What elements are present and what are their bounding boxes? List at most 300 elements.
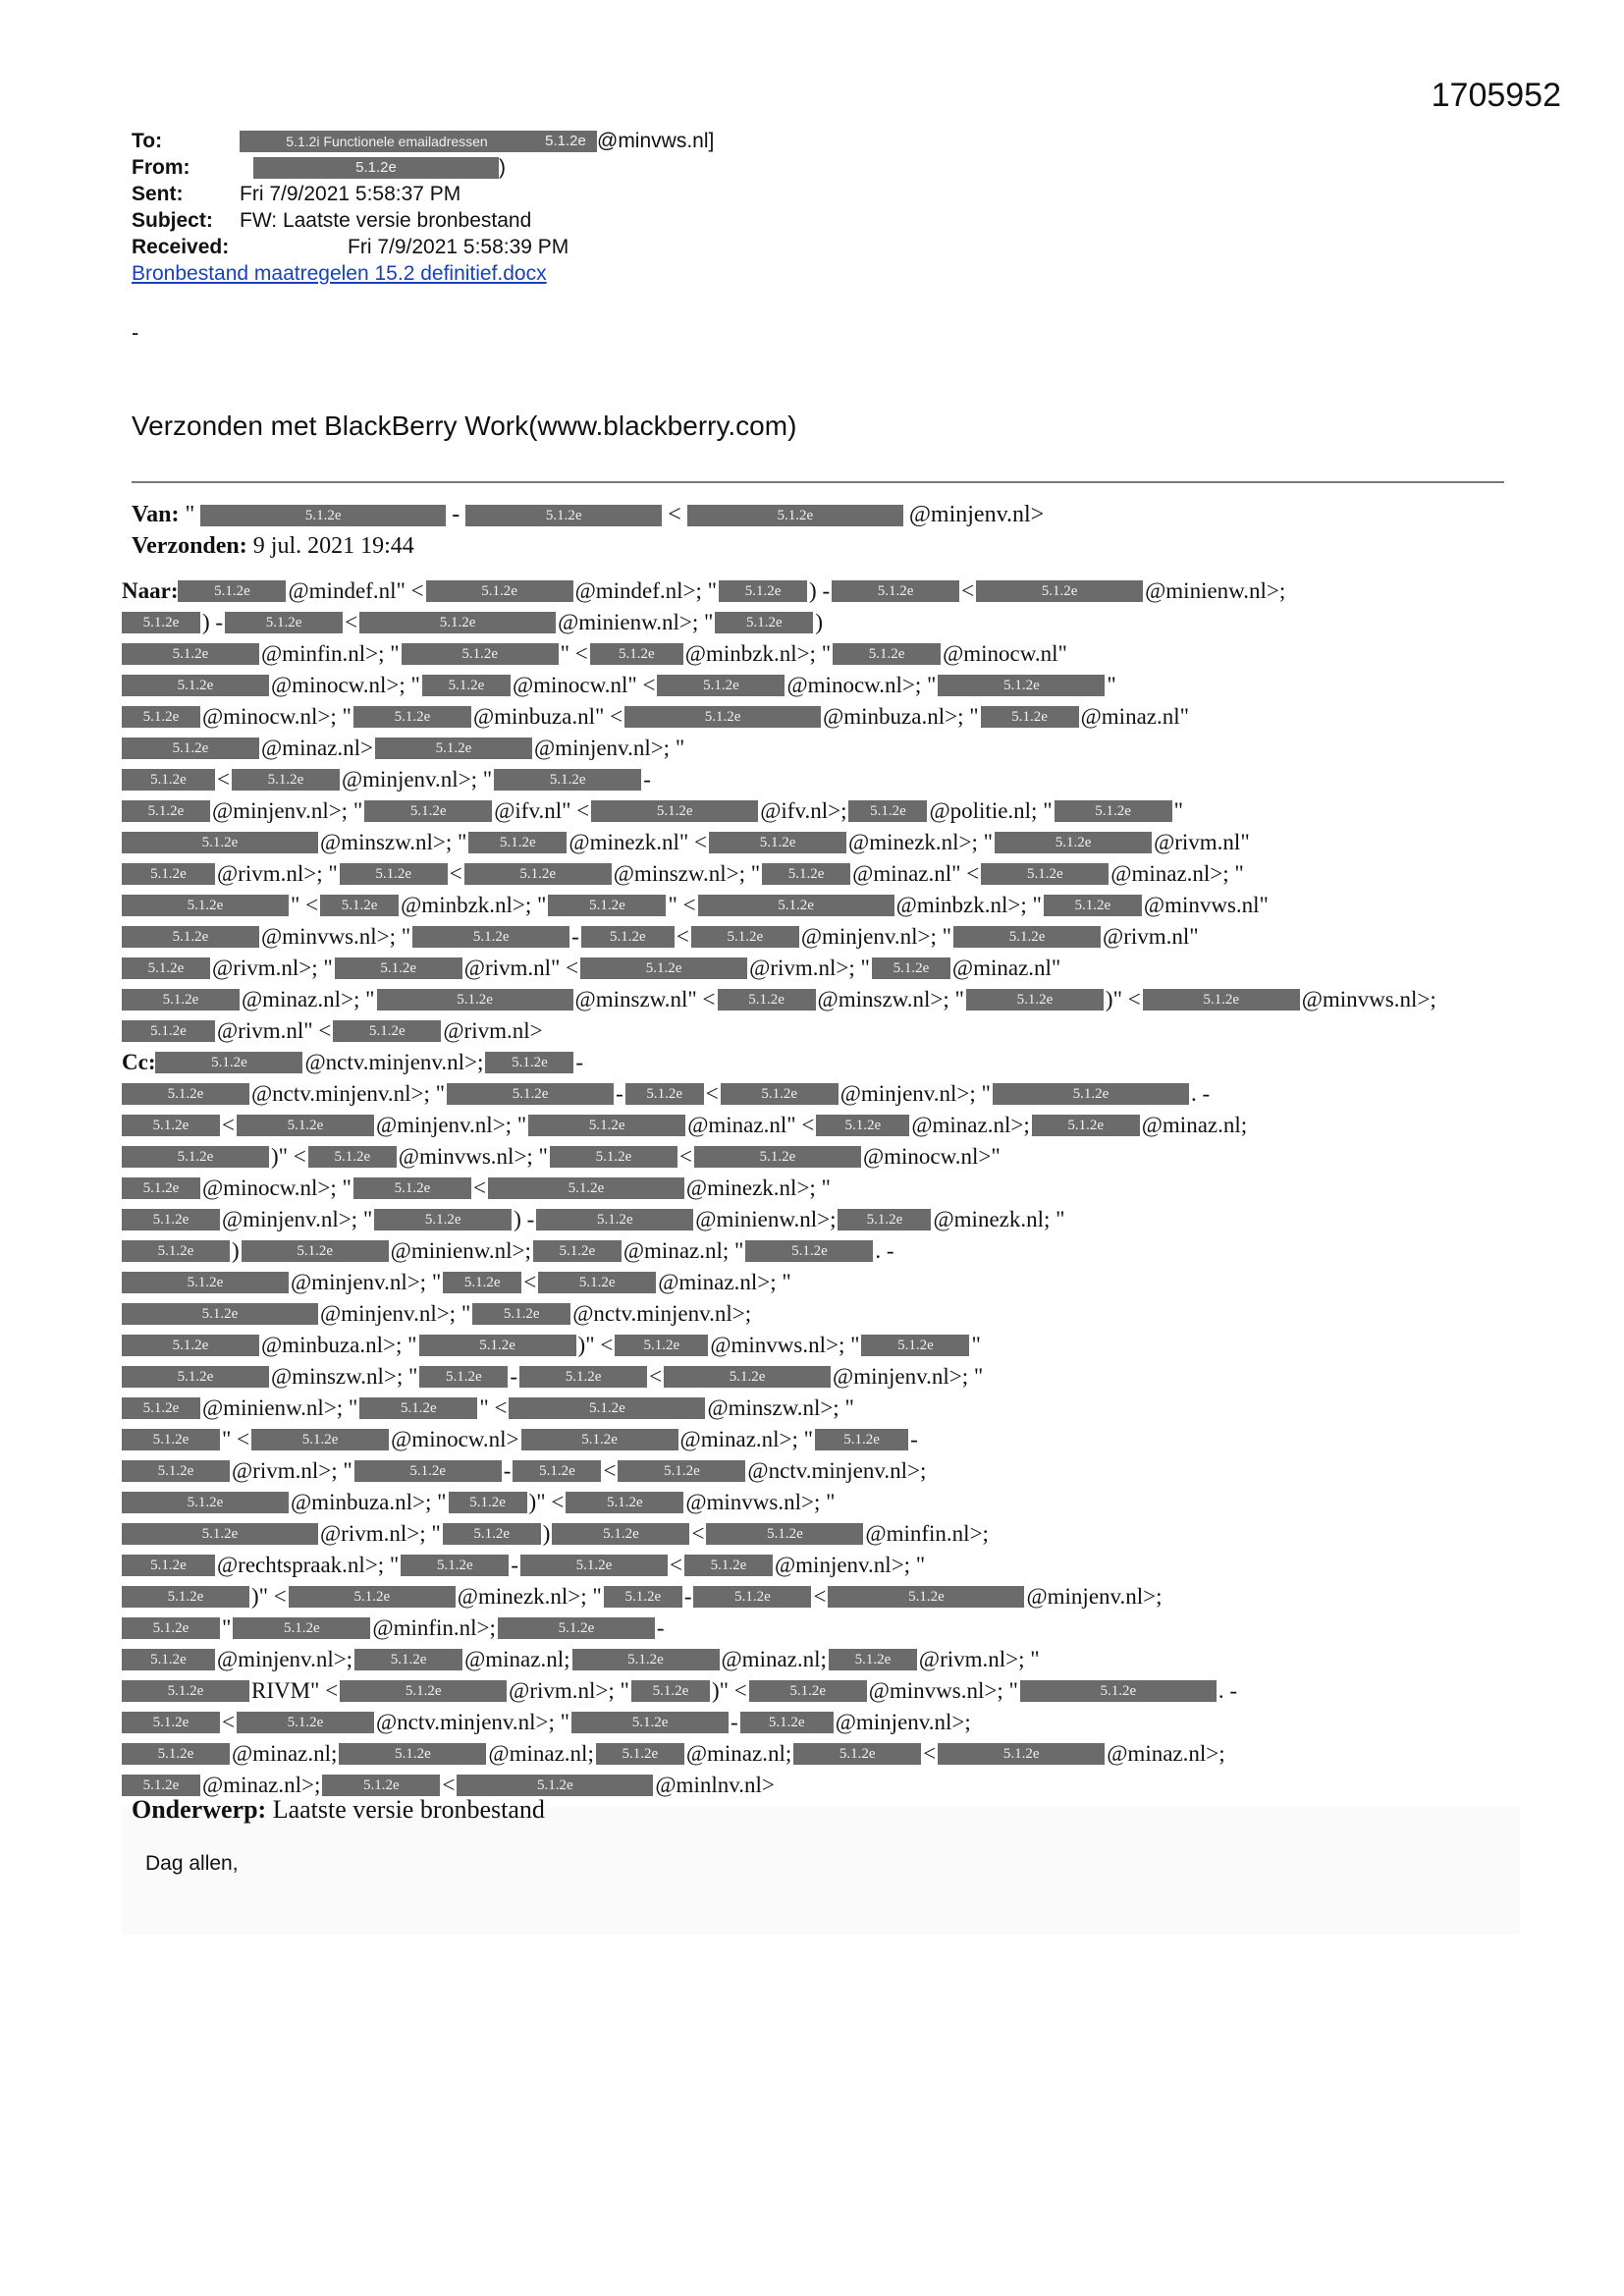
address-fragment: )" <: [271, 1144, 306, 1169]
document-number: 1705952: [1431, 77, 1561, 114]
address-fragment: <: [923, 1741, 937, 1766]
address-fragment: @minocw.nl>; ": [202, 704, 352, 729]
naar-line: [122, 607, 1526, 638]
cc-line: [122, 1424, 1526, 1455]
cc-line: [122, 1644, 1526, 1675]
redaction-box: 5.1.2e: [335, 957, 462, 979]
address-fragment: @minaz.nl;: [232, 1741, 338, 1766]
redaction-box: 5.1.2e: [1044, 895, 1142, 916]
email-header: [132, 128, 714, 287]
lt: <: [668, 502, 681, 527]
address-fragment: <: [523, 1270, 537, 1294]
redaction-box: 5.1.2e: [122, 769, 215, 791]
cc-line: [122, 1581, 1526, 1613]
verzonden-line: [132, 530, 1526, 562]
address-fragment: <: [649, 1364, 663, 1389]
redaction-box: 5.1.2e: [580, 957, 747, 979]
redaction-box: 5.1.2e: [548, 895, 666, 916]
redaction-box: 5.1.2e: [468, 832, 567, 853]
cc-line: [122, 1487, 1526, 1518]
redaction-box: 5.1.2e: [122, 1555, 215, 1576]
cc-line: [122, 1235, 1526, 1267]
address-fragment: " <: [222, 1427, 250, 1451]
address-fragment: <: [449, 861, 462, 886]
redaction-box: 5.1.2e: [721, 1083, 839, 1105]
address-fragment: @minienw.nl>;: [695, 1207, 837, 1231]
address-fragment: ": [971, 1333, 981, 1357]
redaction-box: 5.1.2e: [631, 1680, 710, 1702]
redaction-box: 5.1.2e: [664, 1366, 831, 1388]
redaction-box: 5.1.2e: [122, 1492, 289, 1513]
address-fragment: ) -: [514, 1207, 535, 1231]
address-fragment: " <: [479, 1395, 508, 1420]
sent-row: [132, 181, 714, 207]
address-fragment: " <: [291, 893, 319, 917]
address-fragment: <: [217, 767, 230, 792]
redaction-box: 5.1.2e: [447, 1083, 614, 1105]
redaction-box: 5.1.2e: [122, 1743, 230, 1765]
redaction-box: 5.1.2e: [364, 800, 492, 822]
redaction-box: 5.1.2e: [122, 1712, 220, 1733]
redaction-box: 5.1.2e: [691, 926, 799, 948]
redaction-box: 5.1.2e: [684, 1555, 773, 1576]
address-fragment: @minfin.nl>;: [372, 1615, 496, 1640]
redaction-box: 5.1.2e: [375, 738, 532, 759]
cc-line: [122, 1204, 1526, 1235]
address-fragment: @rivm.nl>; ": [918, 1647, 1040, 1671]
address-fragment: @minaz.nl>;: [911, 1113, 1030, 1137]
verzonden-value: 9 jul. 2021 19:44: [252, 533, 414, 559]
redaction-box: 5.1.2e: [793, 1743, 921, 1765]
address-fragment: <: [670, 1553, 682, 1577]
redaction-box: 5.1.2e: [333, 1020, 441, 1042]
redaction-box: 5.1.2e: [1020, 1680, 1217, 1702]
redaction-box: 5.1.2e: [534, 131, 597, 152]
address-fragment: @minocw.nl" <: [512, 673, 656, 697]
redaction-box: 5.1.2e: [122, 989, 240, 1011]
redaction-box: 5.1.2e: [596, 1743, 684, 1765]
redaction-box: 5.1.2e: [1032, 1115, 1140, 1136]
address-fragment: -: [656, 1615, 665, 1640]
address-fragment: @minaz.nl>: [261, 736, 373, 760]
redaction-box: 5.1.2e: [938, 675, 1105, 696]
address-fragment: ): [232, 1238, 240, 1263]
redaction-box: 5.1.2e: [122, 1115, 220, 1136]
redaction-box: 5.1.2e: [122, 675, 269, 696]
attachment-row: [132, 260, 714, 287]
redaction-box: 5.1.2e: [322, 1775, 440, 1796]
recipients-block: [122, 575, 1526, 1801]
redaction-box: 5.1.2e: [340, 863, 448, 885]
onderwerp-line: [132, 1795, 545, 1825]
sent-label: Sent:: [132, 183, 184, 205]
address-fragment: ) -: [202, 610, 224, 634]
redaction-box: 5.1.2e: [122, 863, 215, 885]
address-fragment: )" <: [528, 1490, 565, 1514]
address-fragment: @minvws.nl>; ": [868, 1678, 1018, 1703]
subject-row: [132, 207, 714, 234]
redaction-box: 5.1.2e: [552, 1523, 689, 1545]
address-fragment: @minszw.nl>; ": [613, 861, 761, 886]
redaction-box: 5.1.2e: [591, 800, 758, 822]
redaction-box: 5.1.2e: [861, 1335, 969, 1356]
cc-line: [122, 1141, 1526, 1173]
address-fragment: @minjenv.nl>;: [835, 1710, 971, 1734]
address-fragment: @rivm.nl>; ": [217, 861, 338, 886]
redaction-box: 5.1.2e: [122, 1649, 215, 1670]
redaction-box: 5.1.2e: [521, 1429, 678, 1450]
address-fragment: @rivm.nl" <: [463, 956, 579, 980]
address-fragment: -: [511, 1553, 518, 1577]
redaction-box: 5.1.2e: [122, 1460, 230, 1482]
van-domain: @minjenv.nl>: [908, 502, 1045, 527]
attachment-link[interactable]: Bronbestand maatregelen 15.2 definitief.docx: [132, 262, 547, 285]
redaction-box: 5.1.2e: [571, 1712, 729, 1733]
redaction-box: 5.1.2e: [122, 1335, 259, 1356]
redaction-box: 5.1.2e: [657, 675, 785, 696]
redaction-box: 5.1.2e: [538, 1272, 656, 1293]
address-fragment: @minocw.nl": [943, 641, 1067, 666]
redaction-box: 5.1.2e: [572, 1649, 720, 1670]
redaction-box: 5.1.2e: [509, 1397, 705, 1419]
redaction-box: 5.1.2e: [122, 1586, 249, 1608]
address-fragment: @minaz.nl" <: [852, 861, 980, 886]
address-fragment: @minszw.nl>; ": [817, 987, 964, 1011]
onderwerp-value: Laatste versie bronbestand: [272, 1795, 545, 1824]
address-fragment: . -: [875, 1238, 894, 1263]
redaction-box: 5.1.2e: [966, 989, 1104, 1011]
naar-line: [122, 953, 1526, 984]
address-fragment: @minszw.nl>; ": [320, 830, 467, 854]
address-fragment: @minjenv.nl>; ": [774, 1553, 926, 1577]
naar-line: [122, 795, 1526, 827]
redaction-box: 5.1.2e: [533, 1240, 622, 1262]
redaction-box: 5.1.2e: [536, 1209, 693, 1230]
address-fragment: -: [571, 924, 579, 949]
address-fragment: @minfin.nl>;: [865, 1521, 989, 1546]
address-fragment: @minjenv.nl>; ": [341, 767, 493, 792]
redaction-box: 5.1.2e: [419, 1366, 508, 1388]
address-fragment: ": [1173, 798, 1183, 823]
redaction-box: 5.1.2e: [829, 1649, 917, 1670]
to-label: To:: [132, 130, 163, 152]
address-fragment: @mindef.nl>; ": [574, 578, 718, 603]
address-fragment: @minjenv.nl>; ": [291, 1270, 442, 1294]
redaction-box: 5.1.2e: [472, 1303, 570, 1325]
shade: [122, 1807, 1520, 1935]
address-fragment: @minvws.nl>; ": [261, 924, 411, 949]
redaction-box: 5.1.2e: [354, 1460, 502, 1482]
redaction-box: 5.1.2e: [122, 1397, 200, 1419]
address-fragment: <: [603, 1458, 617, 1483]
address-fragment: @nctv.minjenv.nl>;: [747, 1458, 927, 1483]
naar-line: [122, 733, 1526, 764]
cc-line: [122, 1078, 1526, 1110]
redaction-box: 5.1.2e: [566, 1492, 683, 1513]
received-label: Received:: [132, 236, 230, 258]
cc-line: [122, 1550, 1526, 1581]
naar-line: [122, 670, 1526, 701]
redaction-box: 5.1.2e: [981, 706, 1079, 728]
address-fragment: @minvws.nl": [1143, 893, 1269, 917]
redaction-box: 5.1.2e: [745, 1240, 873, 1262]
address-fragment: )" <: [1105, 987, 1141, 1011]
redaction-box: 5.1.2e: [122, 1617, 220, 1639]
redaction-box: 5.1.2e: [832, 580, 959, 602]
address-fragment: )" <: [711, 1678, 747, 1703]
redaction-box: 5.1.2e: [412, 926, 569, 948]
forward-header: [132, 499, 1526, 562]
cc-line: [122, 1110, 1526, 1141]
sent-value: Fri 7/9/2021 5:58:37 PM: [240, 183, 461, 205]
address-fragment: @minbuza.nl>; ": [261, 1333, 417, 1357]
address-fragment: @rivm.nl>; ": [509, 1678, 629, 1703]
redaction-box: 5.1.2e: [232, 769, 340, 791]
subject-label: Subject:: [132, 209, 213, 232]
address-fragment: @rivm.nl" <: [217, 1018, 332, 1043]
cc-line: [122, 1738, 1526, 1770]
redaction-box: 5.1.2e: [122, 738, 259, 759]
cc-line: [122, 1047, 1526, 1078]
naar-line: [122, 858, 1526, 890]
address-fragment: )" <: [251, 1584, 287, 1609]
address-fragment: @rivm.nl>; ": [320, 1521, 441, 1546]
address-fragment: @minocw.nl>: [391, 1427, 519, 1451]
address-fragment: @minocw.nl>; ": [271, 673, 420, 697]
redaction-box: 5.1.2e: [449, 1492, 527, 1513]
verzonden-label: Verzonden:: [132, 533, 247, 559]
redaction-box: 5.1.2e: [581, 926, 675, 948]
address-fragment: @rivm.nl": [1154, 830, 1250, 854]
address-fragment: @minaz.nl>; ": [1110, 861, 1244, 886]
redaction-box: 5.1.2e: [443, 1272, 521, 1293]
address-fragment: @nctv.minjenv.nl>; ": [251, 1081, 446, 1106]
naar-line: [122, 701, 1526, 733]
address-fragment: @nctv.minjenv.nl>;: [572, 1301, 752, 1326]
naar-label: Naar:: [122, 578, 179, 603]
address-fragment: @minjenv.nl>;: [217, 1647, 353, 1671]
redaction-box: 5.1.2e: [465, 505, 662, 526]
redaction-box: 5.1.2e: [122, 1146, 269, 1168]
address-fragment: @minocw.nl>": [862, 1144, 1001, 1169]
to-domain: @minvws.nl]: [597, 130, 715, 152]
to-row: [132, 128, 714, 154]
address-fragment: @minaz.nl": [1080, 704, 1190, 729]
redaction-box: 5.1.2e: [237, 1712, 374, 1733]
cc-line: [122, 1518, 1526, 1550]
cc-line: [122, 1613, 1526, 1644]
redaction-box: 5.1.2e: [976, 580, 1143, 602]
address-fragment: @nctv.minjenv.nl>; ": [375, 1710, 570, 1734]
address-fragment: @minvws.nl>; ": [685, 1490, 836, 1514]
address-fragment: @minvws.nl>; ": [710, 1333, 860, 1357]
redaction-box: 5.1.2e: [289, 1586, 456, 1608]
address-fragment: @minbuza.nl>; ": [291, 1490, 447, 1514]
redaction-box: 5.1.2e: [995, 832, 1152, 853]
redaction-box: 5.1.2e: [719, 580, 807, 602]
redaction-box: 5.1.2e: [749, 1680, 867, 1702]
address-fragment: <: [678, 1144, 692, 1169]
from-label: From:: [132, 156, 190, 179]
address-fragment: @minlnv.nl>: [655, 1773, 775, 1797]
redaction-box: 5.1.2e: [377, 989, 573, 1011]
address-fragment: -: [510, 1364, 518, 1389]
address-fragment: @minezk.nl>; ": [848, 830, 994, 854]
address-fragment: <: [472, 1175, 486, 1200]
redaction-box: 5.1.2e: [200, 505, 446, 526]
address-fragment: @minbzk.nl>; ": [895, 893, 1042, 917]
from-suffix: ): [499, 156, 506, 179]
redaction-box: 5.1.2e: [354, 1649, 462, 1670]
redaction-box: 5.1.2e: [340, 1680, 507, 1702]
subject-value: FW: Laatste versie bronbestand: [240, 209, 532, 232]
van-line: [132, 499, 1526, 530]
address-fragment: @ifv.nl" <: [494, 798, 590, 823]
greeting: Dag allen,: [145, 1852, 239, 1875]
address-fragment: @minbzk.nl>; ": [401, 893, 547, 917]
redaction-box: 5.1.2e: [122, 1366, 269, 1388]
redaction-box: 5.1.2e: [122, 1775, 200, 1796]
address-fragment: @rivm.nl>; ": [749, 956, 870, 980]
van-label: Van:: [132, 502, 180, 527]
address-fragment: @minaz.nl;: [488, 1741, 594, 1766]
address-fragment: @minienw.nl>; ": [558, 610, 714, 634]
redaction-box: 5.1.2e: [374, 1209, 512, 1230]
redaction-box: 5.1.2e: [624, 706, 821, 728]
redaction-box: 5.1.2e: [242, 1240, 389, 1262]
redaction-box: 5.1.2e: [1143, 989, 1300, 1011]
address-fragment: @minvws.nl>; ": [398, 1144, 548, 1169]
naar-line: [122, 764, 1526, 795]
address-fragment: @minjenv.nl>; ": [375, 1113, 527, 1137]
redaction-box: 5.1.2e: [122, 1680, 249, 1702]
address-fragment: -: [683, 1584, 692, 1609]
separator-dash: -: [132, 320, 139, 345]
cc-line: [122, 1675, 1526, 1707]
redaction-box: 5.1.2e: [590, 643, 683, 665]
address-fragment: @rivm.nl>; ": [212, 956, 333, 980]
address-fragment: @rivm.nl>; ": [232, 1458, 352, 1483]
address-fragment: @minjenv.nl>;: [1026, 1584, 1163, 1609]
address-fragment: @minienw.nl>;: [390, 1238, 531, 1263]
redaction-box: 5.1.2e: [122, 612, 200, 633]
received-value: Fri 7/9/2021 5:58:39 PM: [348, 236, 569, 258]
address-fragment: -: [616, 1081, 623, 1106]
redaction-box: 5.1.2e: [155, 1052, 302, 1073]
redaction-box: 5.1.2e: [625, 1083, 704, 1105]
address-fragment: ) -: [809, 578, 831, 603]
address-fragment: <: [442, 1773, 456, 1797]
redaction-box: 5.1.2e: [422, 675, 511, 696]
cc-line: [122, 1173, 1526, 1204]
redaction-box: 5.1.2e: [122, 832, 318, 853]
address-fragment: @minbzk.nl>; ": [684, 641, 832, 666]
redaction-box: 5.1.2e: [693, 1586, 811, 1608]
redaction-box: 5.1.2e: [694, 1146, 861, 1168]
cc-line: [122, 1267, 1526, 1298]
redaction-box: 5.1.2e: [715, 612, 813, 633]
address-fragment: <: [961, 578, 975, 603]
redaction-box: 5.1.2e: [464, 863, 612, 885]
redaction-box: 5.1.2e: [233, 1617, 370, 1639]
cc-line: [122, 1455, 1526, 1487]
redaction-box: 5.1.2e: [833, 643, 941, 665]
address-fragment: -: [643, 767, 651, 792]
address-fragment: @rechtspraak.nl>; ": [217, 1553, 400, 1577]
redaction-box: 5.1.2e: [308, 1146, 397, 1168]
redaction-box: 5.1.2e: [513, 1460, 601, 1482]
redaction-box: 5.1.2i Functionele emailadressen: [240, 131, 534, 152]
redaction-box: 5.1.2e: [698, 895, 894, 916]
redaction-box: 5.1.2e: [122, 1303, 318, 1325]
address-fragment: @minaz.nl>; ": [242, 987, 375, 1011]
onderwerp-label: Onderwerp:: [132, 1795, 267, 1824]
address-fragment: @politie.nl; ": [929, 798, 1053, 823]
redaction-box: 5.1.2e: [618, 1460, 745, 1482]
redaction-box: 5.1.2e: [359, 1397, 477, 1419]
address-fragment: <: [222, 1113, 235, 1137]
address-fragment: @minjenv.nl>; ": [212, 798, 363, 823]
address-fragment: @nctv.minjenv.nl>;: [304, 1050, 484, 1074]
redaction-box: 5.1.2e: [122, 1209, 220, 1230]
naar-line: [122, 575, 1526, 607]
redaction-box: 5.1.2e: [519, 1366, 647, 1388]
address-fragment: @minszw.nl>; ": [707, 1395, 854, 1420]
redaction-box: 5.1.2e: [709, 832, 846, 853]
address-fragment: @minvws.nl>;: [1301, 987, 1436, 1011]
address-fragment: @minaz.nl; ": [623, 1238, 744, 1263]
address-fragment: . -: [1190, 1081, 1211, 1106]
redaction-box: 5.1.2e: [359, 612, 556, 633]
redaction-box: 5.1.2e: [122, 1240, 230, 1262]
address-fragment: @minszw.nl>; ": [271, 1364, 418, 1389]
address-fragment: @minbuza.nl" <: [472, 704, 623, 729]
address-fragment: ): [542, 1521, 551, 1546]
address-fragment: ": [222, 1615, 232, 1640]
redaction-box: 5.1.2e: [993, 1083, 1189, 1105]
address-fragment: @ifv.nl>;: [760, 798, 847, 823]
redaction-box: 5.1.2e: [687, 505, 903, 526]
redaction-box: 5.1.2e: [550, 1146, 677, 1168]
address-fragment: @minezk.nl" <: [568, 830, 708, 854]
address-fragment: @minaz.nl>; ": [679, 1427, 814, 1451]
address-fragment: @mindef.nl" <: [288, 578, 424, 603]
address-fragment: <: [705, 1081, 719, 1106]
blackberry-signature: Verzonden met BlackBerry Work(www.blackberry.com): [132, 410, 797, 441]
dash: -: [452, 502, 460, 527]
address-fragment: ": [1107, 673, 1116, 697]
address-fragment: -: [575, 1050, 584, 1074]
address-fragment: @minienw.nl>;: [1145, 578, 1286, 603]
address-fragment: @minfin.nl>; ": [261, 641, 400, 666]
address-fragment: <: [813, 1584, 827, 1609]
received-row: [132, 234, 714, 260]
redaction-box: 5.1.2e: [419, 1335, 576, 1356]
redaction-box: 5.1.2e: [615, 1335, 708, 1356]
naar-line: [122, 638, 1526, 670]
redaction-box: 5.1.2e: [426, 580, 573, 602]
address-fragment: @minienw.nl>; ": [202, 1395, 358, 1420]
quote: ": [185, 502, 195, 527]
redaction-box: 5.1.2e: [402, 643, 559, 665]
address-fragment: @minaz.nl" <: [687, 1113, 815, 1137]
redaction-box: 5.1.2e: [828, 1586, 1024, 1608]
redaction-box: 5.1.2e: [762, 863, 850, 885]
redaction-box: 5.1.2e: [122, 706, 200, 728]
redaction-box: 5.1.2e: [401, 1555, 509, 1576]
cc-line: [122, 1330, 1526, 1361]
redaction-box: 5.1.2e: [339, 1743, 486, 1765]
